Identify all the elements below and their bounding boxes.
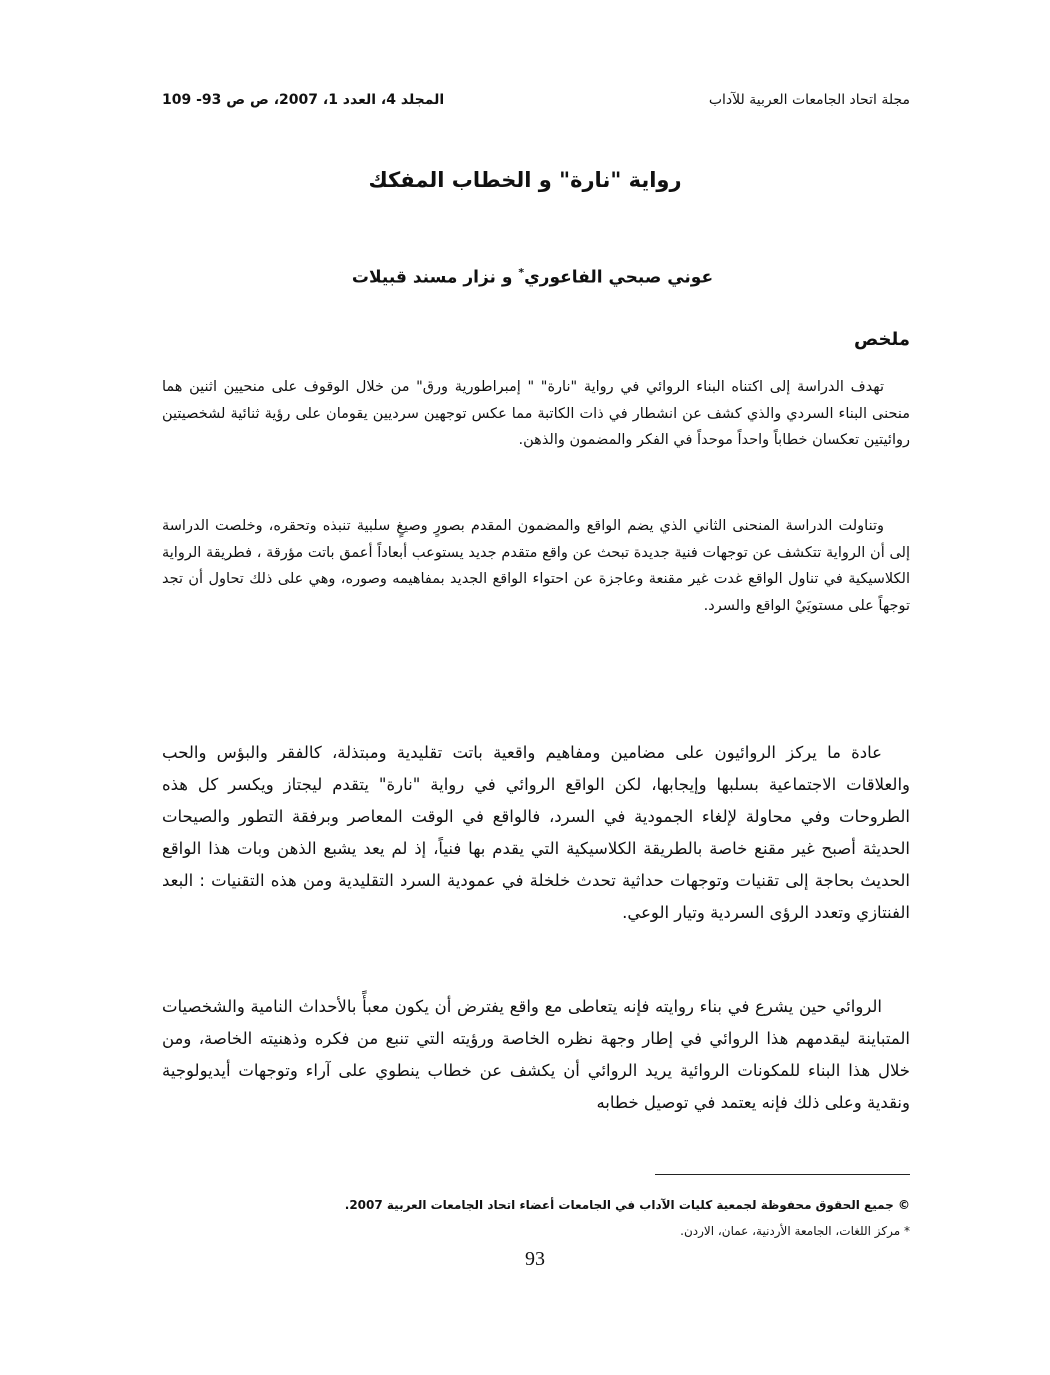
first-author: عوني صبحي الفاعوري xyxy=(524,267,714,288)
body-paragraph: الروائي حين يشرع في بناء روايته فإنه يتعاطى مع واقع يفترض أن يكون معبأً بالأحداث النامية والشخصيات المتباينة ليقدمهم هذا الروائي في إطار وجهة نظره الخاصة ورؤيته التي تنبع من فكره وذهنيته الخاصة، ومن خلال هذا البناء للمكونات الروائية يريد الروائي أن يكشف عن خطاب ينطوي على آراء وتوجهات أيديولوجية ونقدية وعلى ذلك فإنه يعتمد في توصيل خطابه xyxy=(162,997,910,1112)
issue-citation: المجلد 4، العدد 1، 2007، ص ص 93- 109 xyxy=(162,92,445,108)
page-number: 93 xyxy=(525,1248,545,1270)
article-authors xyxy=(0,266,1050,288)
abstract-paragraph: تهدف الدراسة إلى اكتناه البناء الروائي في رواية "نارة" " إمبراطورية ورق" من خلال الوقوف على منحيين اثنين هما منحنى البناء السردي والذي كشف عن انشطار في ذات الكاتبة مما عكس توجهين سرديين يقومان على رؤية ثنائية لشخصيتين روائيتين تعكسان خطاباً واحداً موحداً في الفكر والمضمون والذهن. xyxy=(162,379,910,448)
body-paragraph: عادة ما يركز الروائيون على مضامين ومفاهيم واقعية باتت تقليدية ومبتذلة، كالفقر والبؤس والحب والعلاقات الاجتماعية بسلبها وإيجابها، لكن الواقع الروائي في رواية "نارة" يتقدم ليجتاز ويكسر كل هذه الطروحات وفي محاولة لإلغاء الجمودية في السرد، فالواقع في الوقت المعاصر وبرفقة التطور والصيحات الحديثة أصبح غير مقنع خاصة بالطريقة الكلاسيكية التي يقدم بها فنياً، إذ لم يعد يشبع الذهن وبات هذا الواقع الحديث بحاجة إلى تقنيات وتوجهات حداثية تحدث خلخلة في عمودية السرد التقليدية ومن هذه التقنيات : البعد الفنتازي وتعدد الرؤى السردية وتيار الوعي. xyxy=(162,743,910,922)
footnote-divider xyxy=(655,1174,910,1175)
affiliation-footnote: * مركز اللغات، الجامعة الأردنية، عمان، الاردن. xyxy=(680,1224,910,1238)
abstract-heading: ملخص xyxy=(853,329,910,350)
second-author: و نزار مسند قبيلات xyxy=(351,267,519,288)
article-title: رواية "نارة" و الخطاب المفكك xyxy=(368,168,682,192)
author-footnote-marker: * xyxy=(518,266,525,279)
journal-name: مجلة اتحاد الجامعات العربية للآداب xyxy=(708,92,910,108)
running-header xyxy=(162,92,910,116)
copyright-footnote: © جميع الحقوق محفوظة لجمعية كليات الآداب في الجامعات أعضاء اتحاد الجامعات العربية 2007. xyxy=(344,1198,910,1212)
abstract-paragraph: وتناولت الدراسة المنحنى الثاني الذي يضم الواقع والمضمون المقدم بصورٍ وصيغٍ سلبية تنبذه وتحقره، وخلصت الدراسة إلى أن الرواية تتكشف عن توجهات فنية جديدة تبحث عن واقع متقدم جديد يستوعب أبعاداً أعمق باتت مؤرقة ، فطريقة الرواية الكلاسيكية في تناول الواقع غدت غير مقنعة وعاجزة عن احتواء الواقع الجديد بمفاهيمه وصوره، وهي على ذلك تحاول أن تجد توجهاً على مستويَيْ الواقع والسرد. xyxy=(162,518,910,614)
